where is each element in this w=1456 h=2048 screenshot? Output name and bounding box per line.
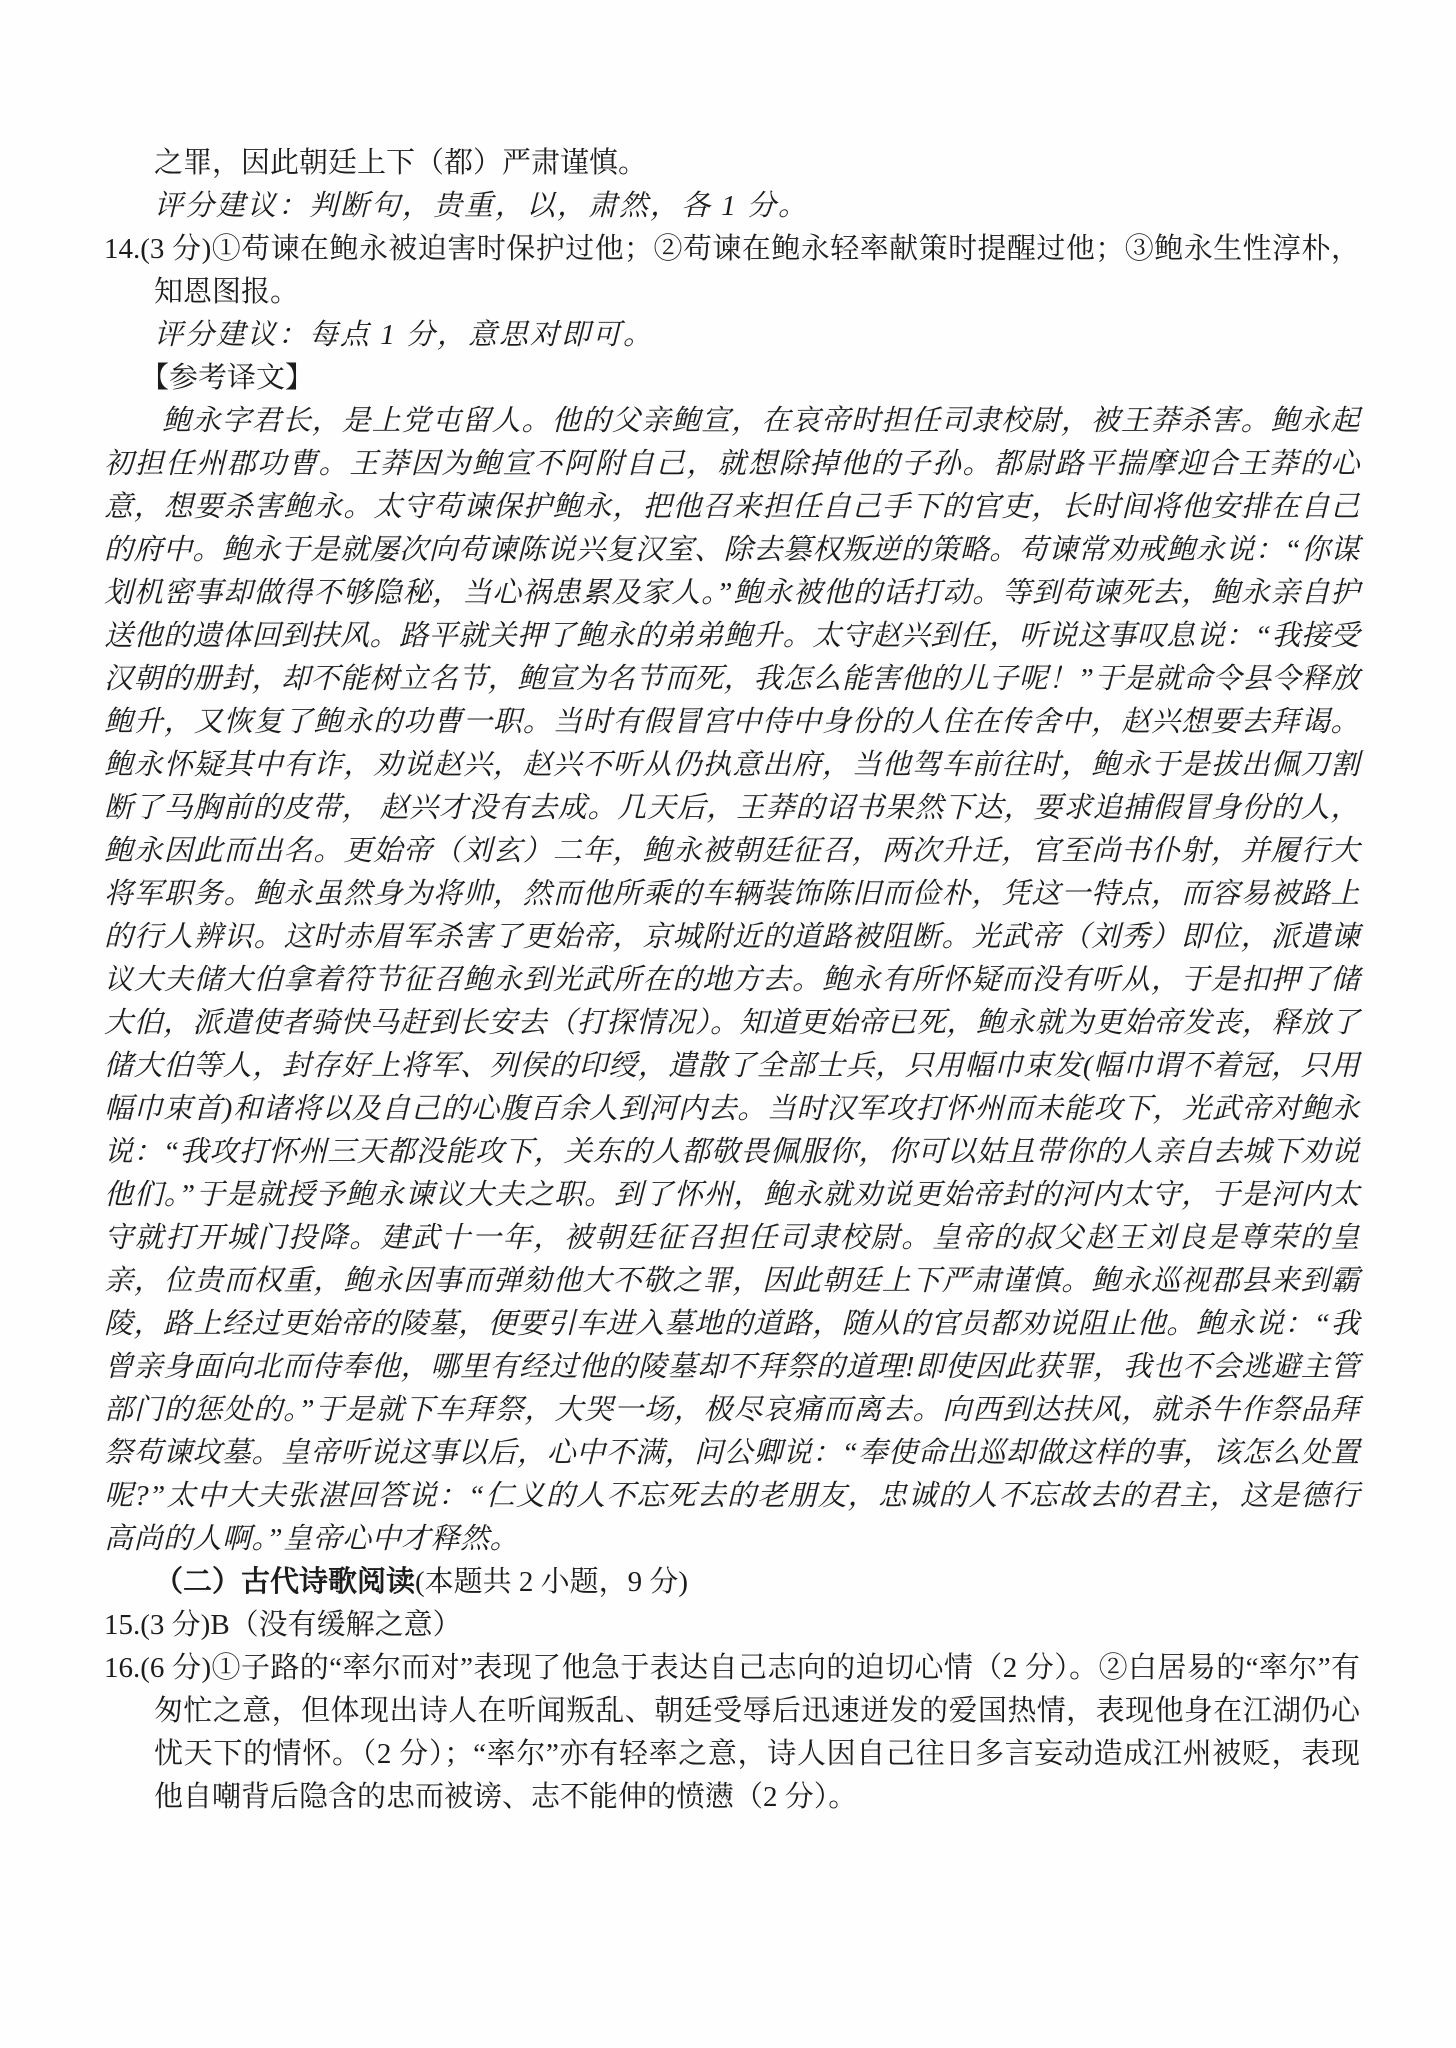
- reference-translation-header: 【参考译文】: [140, 362, 315, 394]
- answer-13-continuation: 之罪，因此朝廷上下（都）严肃谨慎。: [154, 147, 648, 179]
- answer-16-score: (6 分): [140, 1652, 212, 1684]
- section-2-heading: [104, 1561, 1360, 1604]
- answer-15-body: B（没有缓解之意）: [210, 1609, 462, 1641]
- answer-14-scoring-note: 评分建议：每点 1 分，意思对即可。: [154, 319, 655, 351]
- answer-14: [104, 228, 1360, 314]
- section-2-title: （二）古代诗歌阅读: [154, 1566, 416, 1598]
- answer-16: [104, 1647, 1360, 1819]
- answer-14-number: 14.: [104, 233, 141, 265]
- section-2-subtitle: (本题共 2 小题，9 分): [415, 1566, 689, 1598]
- answer-13-scoring-note: 评分建议：判断句，贵重，以，肃然，各 1 分。: [154, 190, 810, 222]
- answer-15-score: (3 分): [140, 1609, 211, 1641]
- answer-16-number: 16.: [104, 1652, 141, 1684]
- answer-15-number: 15.: [104, 1609, 141, 1641]
- answer-16-body: ①子路的“率尔而对”表现了他急于表达自己志向的迫切心情（2 分）。②白居易的“率尔”有匆忙之意，但体现出诗人在听闻叛乱、朝廷受辱后迅速迸发的爱国热情，表现他身在江湖仍心忧天下的情怀。（2 分）；“率尔”亦有轻率之意，诗人因自己往日多言妄动造成江州被贬，表现他自嘲背后隐含的忠而被谤、志不能伸的愤懑（2 分）。: [154, 1652, 1360, 1813]
- answer-15: [104, 1604, 1360, 1647]
- reference-translation-paragraph: 鲍永字君长，是上党屯留人。他的父亲鲍宣，在哀帝时担任司隶校尉，被王莽杀害。鲍永起初担任州郡功曹。王莽因为鲍宣不阿附自己，就想除掉他的子孙。都尉路平揣摩迎合王莽的心意，想要杀害鲍永。太守苟谏保护鲍永，把他召来担任自己手下的官吏，长时间将他安排在自己的府中。鲍永于是就屡次向苟谏陈说兴复汉室、除去篡权叛逆的策略。苟谏常劝戒鲍永说：“你谋划机密事却做得不够隐秘，当心祸患累及家人。”鲍永被他的话打动。等到苟谏死去，鲍永亲自护送他的遗体回到扶风。路平就关押了鲍永的弟弟鲍升。太守赵兴到任，听说这事叹息说：“我接受汉朝的册封，却不能树立名节，鲍宣为名节而死，我怎么能害他的儿子呢！”于是就命令县令释放鲍升，又恢复了鲍永的功曹一职。当时有假冒宫中侍中身份的人住在传舍中，赵兴想要去拜谒。鲍永怀疑其中有诈，劝说赵兴，赵兴不听从仍执意出府，当他驾车前往时，鲍永于是拔出佩刀割断了马胸前的皮带， 赵兴才没有去成。几天后，王莽的诏书果然下达，要求追捕假冒身份的人，鲍永因此而出名。更始帝（刘玄）二年，鲍永被朝廷征召，两次升迁，官至尚书仆射，并履行大将军职务。鲍永虽然身为将帅，然而他所乘的车辆装饰陈旧而俭朴，凭这一特点，而容易被路上的行人辨识。这时赤眉军杀害了更始帝，京城附近的道路被阻断。光武帝（刘秀）即位，派遣谏议大夫储大伯拿着符节征召鲍永到光武所在的地方去。鲍永有所怀疑而没有听从，于是扣押了储大伯，派遣使者骑快马赶到长安去（打探情况）。知道更始帝已死，鲍永就为更始帝发丧，释放了储大伯等人，封存好上将军、列侯的印绶，遣散了全部士兵，只用幅巾束发(幅巾谓不着冠，只用幅巾束首)和诸将以及自己的心腹百余人到河内去。当时汉军攻打怀州而未能攻下，光武帝对鲍永说：“我攻打怀州三天都没能攻下，关东的人都敬畏佩服你，你可以姑且带你的人亲自去城下劝说他们。”于是就授予鲍永谏议大夫之职。到了怀州，鲍永就劝说更始帝封的河内太守，于是河内太守就打开城门投降。建武十一年，被朝廷征召担任司隶校尉。皇帝的叔父赵王刘良是尊荣的皇亲，位贵而权重，鲍永因事而弹劾他大不敬之罪，因此朝廷上下严肃谨慎。鲍永巡视郡县来到霸陵，路上经过更始帝的陵墓，便要引车进入墓地的道路，随从的官员都劝说阻止他。鲍永说：“我曾亲身面向北而侍奉他，哪里有经过他的陵墓却不拜祭的道理!即使因此获罪，我也不会逃避主管部门的惩处的。”于是就下车拜祭，大哭一场，极尽哀痛而离去。向西到达扶风，就杀牛作祭品拜祭苟谏坟墓。皇帝听说这事以后，心中不满，问公卿说：“奉使命出巡却做这样的事，该怎么处置呢?”太中大夫张湛回答说：“仁义的人不忘死去的老朋友，忠诚的人不忘故去的君主，这是德行高尚的人啊。”皇帝心中才释然。: [104, 405, 1360, 1555]
- answer-14-score: (3 分): [140, 233, 212, 265]
- answer-14-body: ①苟谏在鲍永被迫害时保护过他；②苟谏在鲍永轻率献策时提醒过他；③鲍永生性淳朴，知恩图报。: [154, 233, 1360, 308]
